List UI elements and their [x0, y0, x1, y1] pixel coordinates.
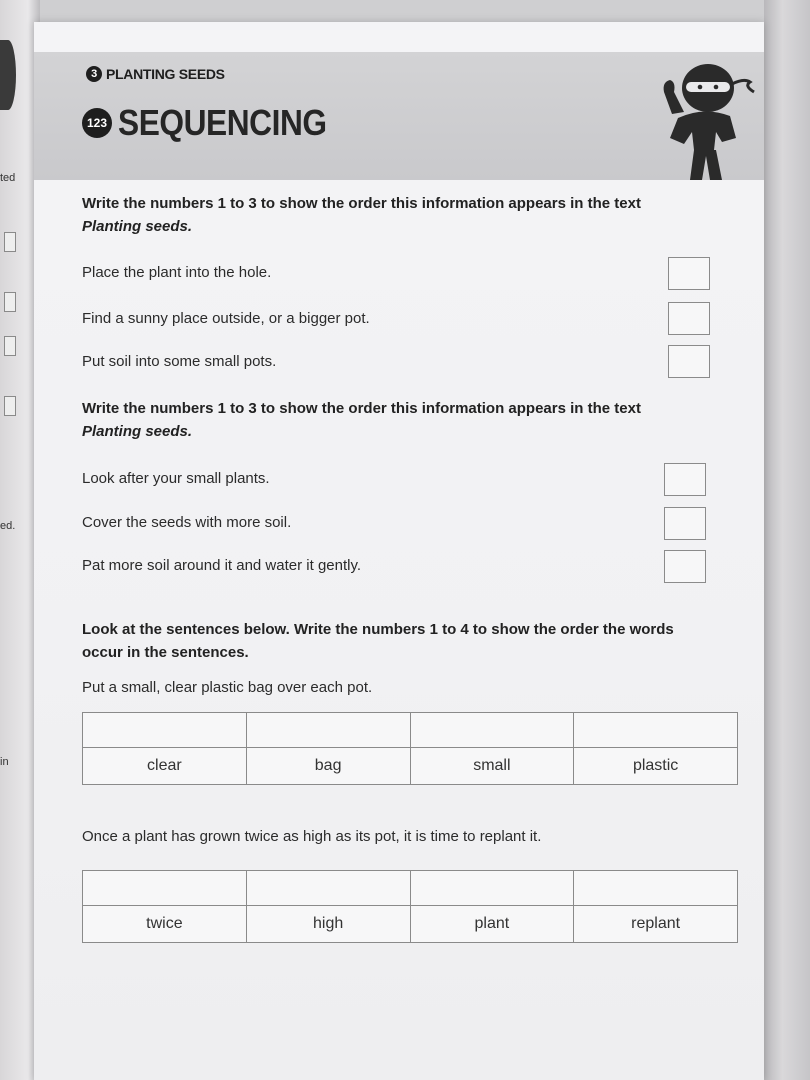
number-row: [83, 871, 738, 906]
adjacent-page-box: [4, 292, 16, 312]
number-cell[interactable]: [246, 713, 410, 748]
question-3-instruction: [82, 618, 752, 664]
word-cell: twice: [83, 906, 247, 943]
word-order-table-2: [82, 870, 738, 943]
question-1-answer-box-2[interactable]: [668, 302, 710, 335]
number-cell[interactable]: [574, 713, 738, 748]
word-order-table-1: [82, 712, 738, 785]
word-cell: high: [246, 906, 410, 943]
number-cell[interactable]: [410, 871, 574, 906]
activity-heading: [82, 102, 355, 144]
section-number-badge: 3: [86, 66, 102, 82]
book-page-stack-edge: [764, 0, 810, 1080]
number-cell[interactable]: [246, 871, 410, 906]
number-cell[interactable]: [574, 871, 738, 906]
adjacent-page-box: [4, 232, 16, 252]
question-2-item: Cover the seeds with more soil.: [82, 514, 292, 531]
adjacent-page-fragment: ted: [0, 172, 16, 184]
question-2-answer-box-3[interactable]: [664, 550, 706, 583]
number-row: [83, 713, 738, 748]
question-3-sentence-2: Once a plant has grown twice as high as its pot, it is time to replant it.: [82, 828, 542, 845]
adjacent-page-illustration: [0, 40, 16, 110]
section-heading: [86, 66, 225, 82]
question-1-text-title: Planting seeds.: [82, 218, 193, 235]
word-cell: small: [410, 748, 574, 785]
ninja-mascot-icon: [650, 52, 762, 182]
question-2-instruction: [82, 397, 722, 443]
activity-number-badge: 123: [82, 108, 112, 138]
question-3-instruction-line-2: occur in the sentences.: [82, 644, 249, 661]
question-2-item: Pat more soil around it and water it gently.: [82, 557, 362, 574]
question-2-instruction-text: Write the numbers 1 to 3 to show the order this information appears in the text: [82, 400, 641, 417]
question-1-answer-box-3[interactable]: [668, 345, 710, 378]
question-2-item: Look after your small plants.: [82, 470, 270, 487]
number-cell[interactable]: [83, 871, 247, 906]
question-1-answer-box-1[interactable]: [668, 257, 710, 290]
number-cell[interactable]: [83, 713, 247, 748]
question-3-sentence-1: Put a small, clear plastic bag over each pot.: [82, 679, 373, 696]
adjacent-page-fragment: ed.: [0, 520, 16, 532]
worksheet-page: [34, 22, 764, 1080]
question-2-answer-box-1[interactable]: [664, 463, 706, 496]
word-cell: clear: [83, 748, 247, 785]
question-2-answer-box-2[interactable]: [664, 507, 706, 540]
number-cell[interactable]: [410, 713, 574, 748]
question-2-text-title: Planting seeds.: [82, 423, 193, 440]
word-cell: plastic: [574, 748, 738, 785]
question-1-item: Put soil into some small pots.: [82, 353, 277, 370]
adjacent-page-box: [4, 396, 16, 416]
word-row: [83, 748, 738, 785]
question-1-instruction-text: Write the numbers 1 to 3 to show the order this information appears in the text: [82, 195, 641, 212]
word-cell: plant: [410, 906, 574, 943]
question-1-item: Find a sunny place outside, or a bigger pot.: [82, 310, 370, 327]
question-1-instruction: [82, 192, 722, 238]
word-cell: replant: [574, 906, 738, 943]
word-row: [83, 906, 738, 943]
question-3-instruction-line-1: Look at the sentences below. Write the numbers 1 to 4 to show the order the words: [82, 621, 674, 638]
word-cell: bag: [246, 748, 410, 785]
adjacent-page-fragment: in: [0, 756, 9, 768]
activity-title: SEQUENCING: [118, 102, 327, 143]
question-1-item: Place the plant into the hole.: [82, 264, 272, 281]
section-title: PLANTING SEEDS: [106, 66, 225, 82]
adjacent-page-box: [4, 336, 16, 356]
